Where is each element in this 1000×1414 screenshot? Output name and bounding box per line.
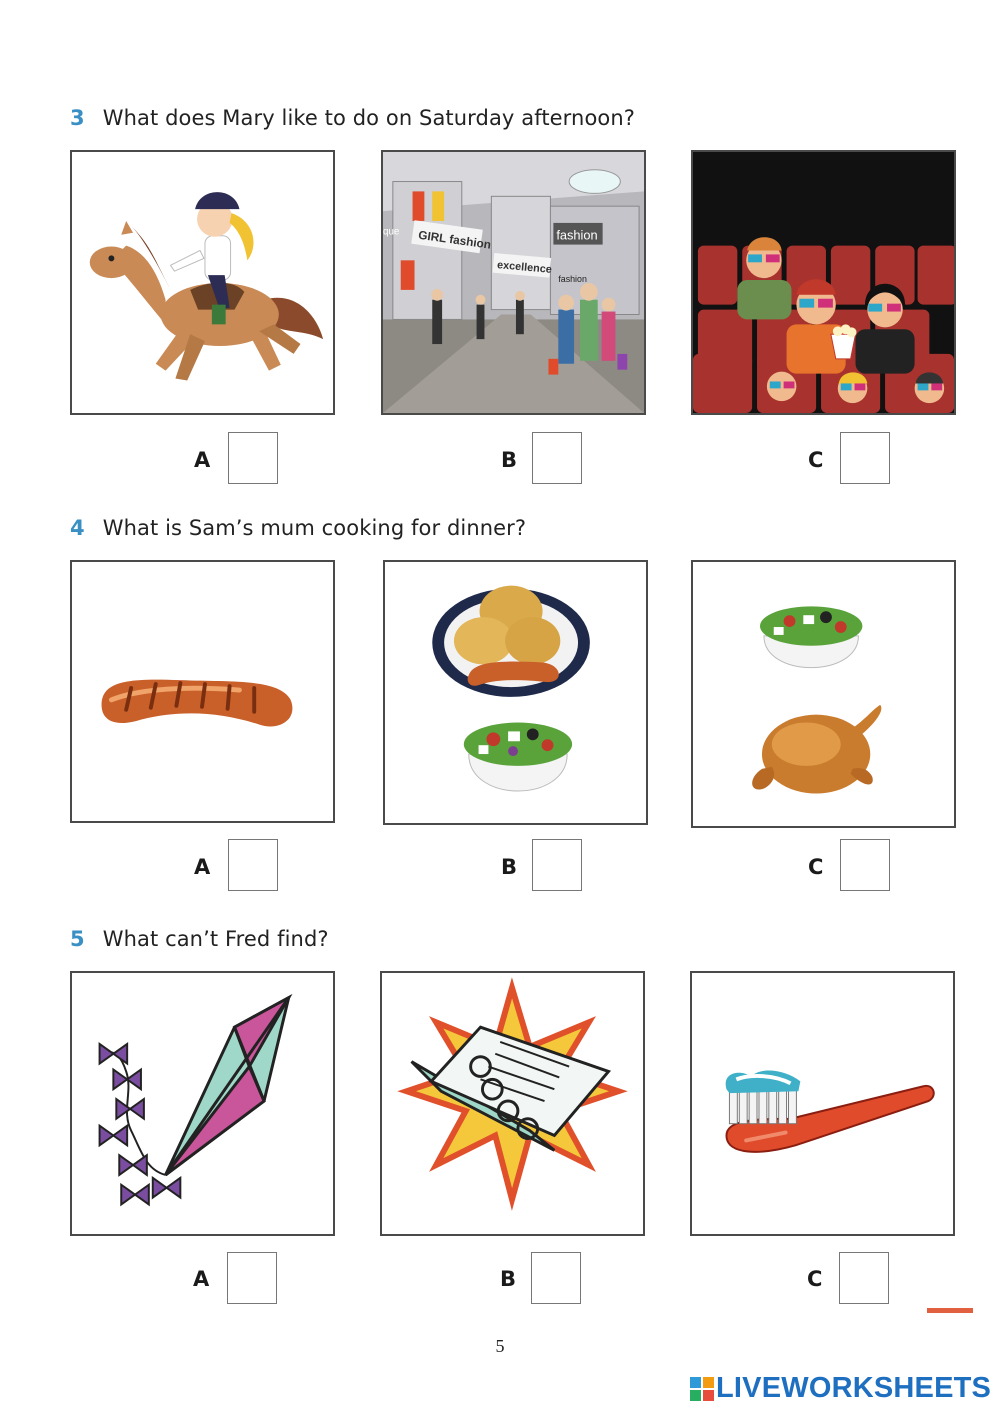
option-letter-c: C: [808, 448, 824, 472]
picture-kite: [70, 971, 335, 1236]
question-number: 5: [70, 927, 85, 951]
question-number: 3: [70, 106, 85, 130]
question-text: What does Mary like to do on Saturday afternoon?: [102, 106, 636, 130]
answer-box-3c[interactable]: [840, 432, 890, 484]
question-text: What can’t Fred find?: [102, 927, 329, 951]
option-letter-a: A: [194, 855, 211, 879]
picture-sausage: [70, 560, 335, 823]
sign-excellence: excellence: [496, 259, 553, 276]
sign-girl-fashion: GIRL fashion: [417, 227, 492, 252]
answer-box-5c[interactable]: [839, 1252, 889, 1304]
picture-salad-chicken: [691, 560, 956, 828]
question-number: 4: [70, 516, 85, 540]
picture-cinema-3d: [691, 150, 956, 415]
sign-que: que: [383, 226, 400, 238]
question-5: [70, 927, 329, 951]
option-letter-a: A: [194, 448, 211, 472]
page-number: 5: [495, 1336, 505, 1356]
liveworksheets-logo-icon: [690, 1377, 714, 1401]
picture-shopping-mall: [381, 150, 646, 415]
option-letter-b: B: [501, 448, 518, 472]
option-letter-c: C: [808, 855, 824, 879]
answer-box-4a[interactable]: [228, 839, 278, 891]
answer-box-5a[interactable]: [227, 1252, 277, 1304]
sign-fashion-small: fashion: [558, 274, 587, 285]
answer-box-5b[interactable]: [531, 1252, 581, 1304]
sign-fashion: fashion: [556, 227, 598, 243]
option-letter-b: B: [501, 855, 518, 879]
answer-box-3a[interactable]: [228, 432, 278, 484]
brand-logo-link[interactable]: [690, 1372, 991, 1405]
question-3: [70, 106, 635, 130]
answer-box-4c[interactable]: [840, 839, 890, 891]
option-letter-c: C: [807, 1267, 823, 1291]
picture-notebook: [380, 971, 645, 1236]
question-4: [70, 516, 526, 540]
picture-potatoes-sausage-salad: [383, 560, 648, 825]
brand-name: LIVEWORKSHEETS: [716, 1372, 992, 1404]
option-letter-a: A: [193, 1267, 210, 1291]
answer-box-4b[interactable]: [532, 839, 582, 891]
answer-box-3b[interactable]: [532, 432, 582, 484]
picture-toothbrush: [690, 971, 955, 1236]
option-letter-b: B: [500, 1267, 517, 1291]
decorative-bar: [927, 1308, 973, 1313]
question-text: What is Sam’s mum cooking for dinner?: [102, 516, 527, 540]
picture-horse-riding: [70, 150, 335, 415]
